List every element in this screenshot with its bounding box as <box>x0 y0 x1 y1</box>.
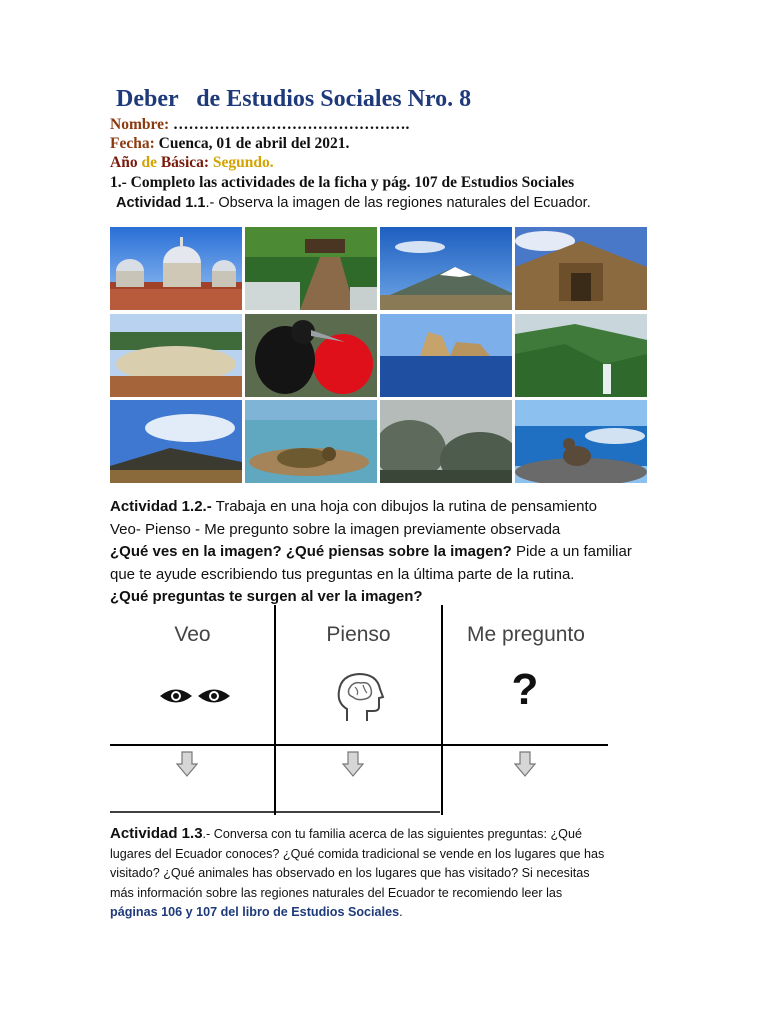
activity-1-2-questions: ¿Qué ves en la imagen? ¿Qué piensas sobre la imagen? <box>110 543 512 560</box>
routine-pienso-label: Pienso <box>326 623 391 646</box>
activity-1-3-line-3: visitado? ¿Qué animales has observado en los lugares que has visitado? Si necesitas <box>110 866 590 880</box>
arrow-down-icon <box>176 751 198 777</box>
photo-river-plain <box>110 314 242 397</box>
fecha-value: Cuenca, 01 de abril del 2021. <box>158 135 350 152</box>
nombre-line <box>110 116 409 134</box>
activity-1-2-text: Trabaja en una hoja con dibujos la rutina de pensamiento <box>211 498 597 515</box>
routine-veo-label: Veo <box>174 623 211 646</box>
activity-1-2-line-1 <box>110 496 670 519</box>
activity-1-2-question: ¿Qué preguntas te surgen al ver la imagen? <box>110 588 423 605</box>
activity-1-1 <box>116 195 591 211</box>
activity-1-3-label: Actividad 1.3 <box>110 825 203 842</box>
activity-1-2-line-2: Veo- Pienso - Me pregunto sobre la imagen previamente observada <box>110 520 561 538</box>
anio-word: Año <box>110 154 138 171</box>
photo-iguana <box>245 400 377 483</box>
routine-me-pregunto-label: Me pregunto <box>467 623 585 646</box>
photo-cloud-forest <box>380 400 512 483</box>
activity-1-3-line-5 <box>110 903 670 923</box>
fecha-label: Fecha: <box>110 135 155 152</box>
activity-1-2-line-3-rest: Pide a un familiar <box>511 543 632 560</box>
regions-photo-grid <box>110 227 648 483</box>
segundo-text: Segundo. <box>212 154 274 171</box>
activity-1-1-label: Actividad 1.1 <box>116 195 206 211</box>
photo-sea-lion <box>515 400 647 483</box>
page-title: Deber de Estudios Sociales Nro. 8 <box>116 86 472 112</box>
activity-1-3-line-2: lugares del Ecuador conoces? ¿Qué comida tradicional se vende en los lugares que has <box>110 846 605 861</box>
photo-highland-sky <box>110 400 242 483</box>
activity-1-2 <box>110 496 670 609</box>
textbook-pages-link: páginas 106 y 107 del libro de Estudios Sociales <box>110 905 400 919</box>
activity-1-1-text: .- Observa la imagen de las regiones naturales del Ecuador. <box>205 195 591 211</box>
activity-1-2-label: Actividad 1.2.- <box>110 498 212 515</box>
photo-waterfall-valley <box>515 314 647 397</box>
photo-volcano <box>380 227 512 310</box>
arrow-down-icon <box>514 751 536 777</box>
basica-word: Básica: <box>160 154 210 171</box>
activity-1-3-line-1 <box>110 824 670 845</box>
photo-frigatebird <box>245 314 377 397</box>
activity-1-3 <box>110 824 670 923</box>
photo-inca-ruins <box>515 227 647 310</box>
photo-forest-bridge <box>245 227 377 310</box>
eyes-icon <box>158 685 234 707</box>
head-thinking-icon <box>335 671 385 723</box>
photo-kicker-rock <box>380 314 512 397</box>
activity-1-3-end: . <box>399 905 403 919</box>
de-word: de <box>141 154 157 171</box>
thinking-routine-table <box>110 605 610 815</box>
activity-1-3-line-4: más información sobre las regiones naturales del Ecuador te recomiendo leer las <box>110 885 563 900</box>
activity-1-2-line-3 <box>110 541 670 564</box>
arrow-down-icon <box>342 751 364 777</box>
activity-1-2-line-4: que te ayude escribiendo tus preguntas en la última parte de la rutina. <box>110 565 575 583</box>
segundo-word <box>213 154 274 171</box>
activity-1-3-text: .- Conversa con tu familia acerca de las siguientes preguntas: ¿Qué <box>202 827 582 841</box>
photo-cathedral <box>110 227 242 310</box>
question-icon: ? <box>511 665 539 714</box>
nombre-label: Nombre: <box>110 116 170 133</box>
fecha-line <box>110 135 349 153</box>
nombre-value: ………………………………………. <box>173 116 410 133</box>
anio-line <box>110 154 274 172</box>
item-1-heading: 1.- Completo las actividades de la ficha y pág. 107 de Estudios Sociales <box>110 174 575 191</box>
